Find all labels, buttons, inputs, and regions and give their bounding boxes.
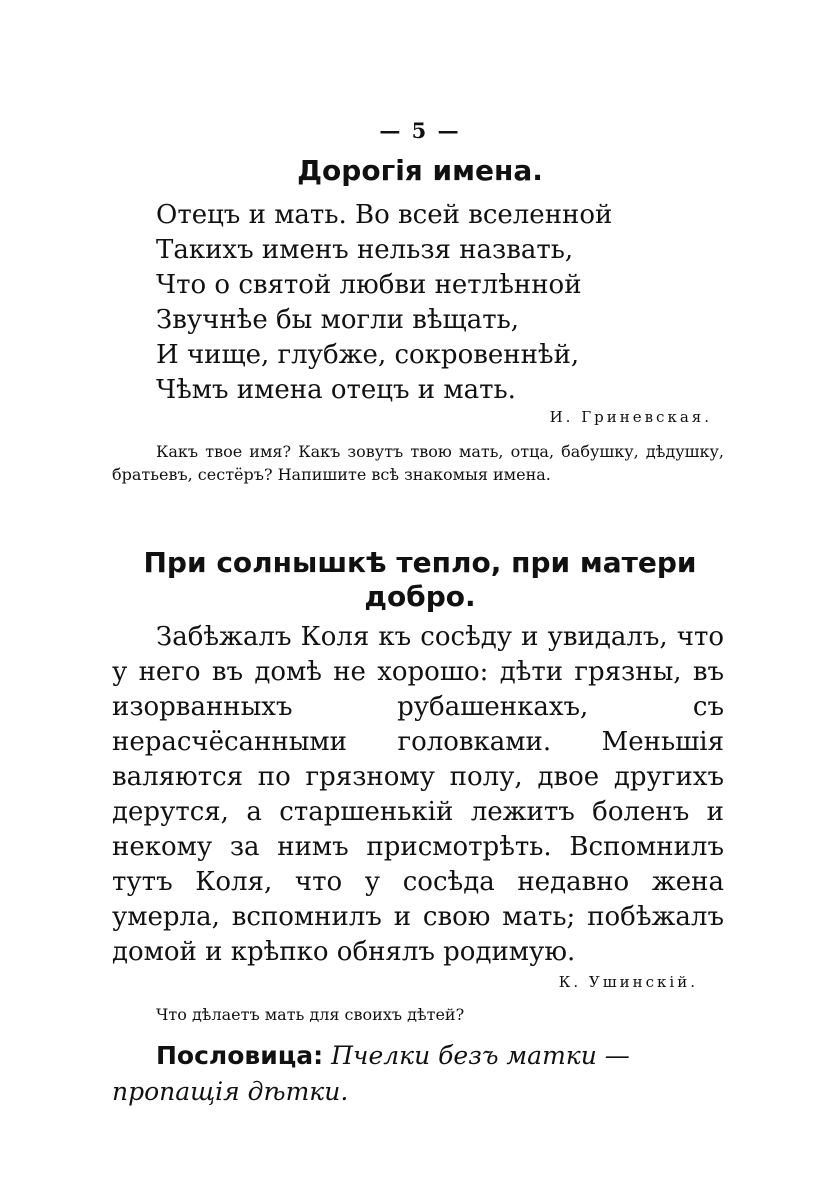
story-text: Забѣжалъ Коля къ сосѣду и увидалъ, что у него въ домѣ не хорошо: дѣти грязны, въ изорванныхъ рубашенкахъ, съ нерасчёсанными головками. Меньшія валяются по грязному полу, двое другихъ дерутся, а старшенькій лежитъ боленъ и некому за нимъ присмотрѣть. Вспомнилъ тутъ Коля, что у сосѣда недавно жена умерла, вспомнилъ и свою мать; побѣжалъ домой и крѣпко обнялъ родимую. [112, 622, 724, 967]
poem-line: Звучнѣе бы могли вѣщать, [156, 305, 519, 335]
poem [156, 198, 716, 408]
proverb-label: Пословица: [156, 1041, 324, 1070]
proverb-text: Пчелки безъ матки — пропащія дѣтки. [112, 1041, 630, 1106]
exercise-question-mother: Что дѣлаетъ мать для своихъ дѣтей? [156, 1005, 465, 1024]
poem-line: Чѣмъ имена отецъ и мать. [156, 375, 516, 405]
poem-line: И чище, глубже, сокровеннѣй, [156, 340, 580, 370]
proverb [112, 1038, 724, 1110]
poem-author: И. Гриневская. [549, 408, 712, 426]
poem-line: Что о святой любви нетлѣнной [156, 270, 582, 300]
exercise-question-names: Какъ твое имя? Какъ зовутъ твою мать, отца, бабушку, дѣдушку, братьевъ, сестёръ? Напишите всѣ знакомыя имена. [112, 442, 724, 484]
section-title-sun-line2: добро. [364, 580, 476, 613]
poem-line: Такихъ именъ нельзя назвать, [156, 235, 574, 265]
section-title-dear-names: Дорогія имена. [297, 154, 543, 187]
section-title-sun-line1: При солнышкѣ тепло, при матери [143, 546, 697, 579]
story-author: К. Ушинскій. [558, 973, 698, 991]
page-number: — 5 — [379, 118, 461, 143]
poem-line: Отецъ и мать. Во всей вселенной [156, 200, 613, 230]
